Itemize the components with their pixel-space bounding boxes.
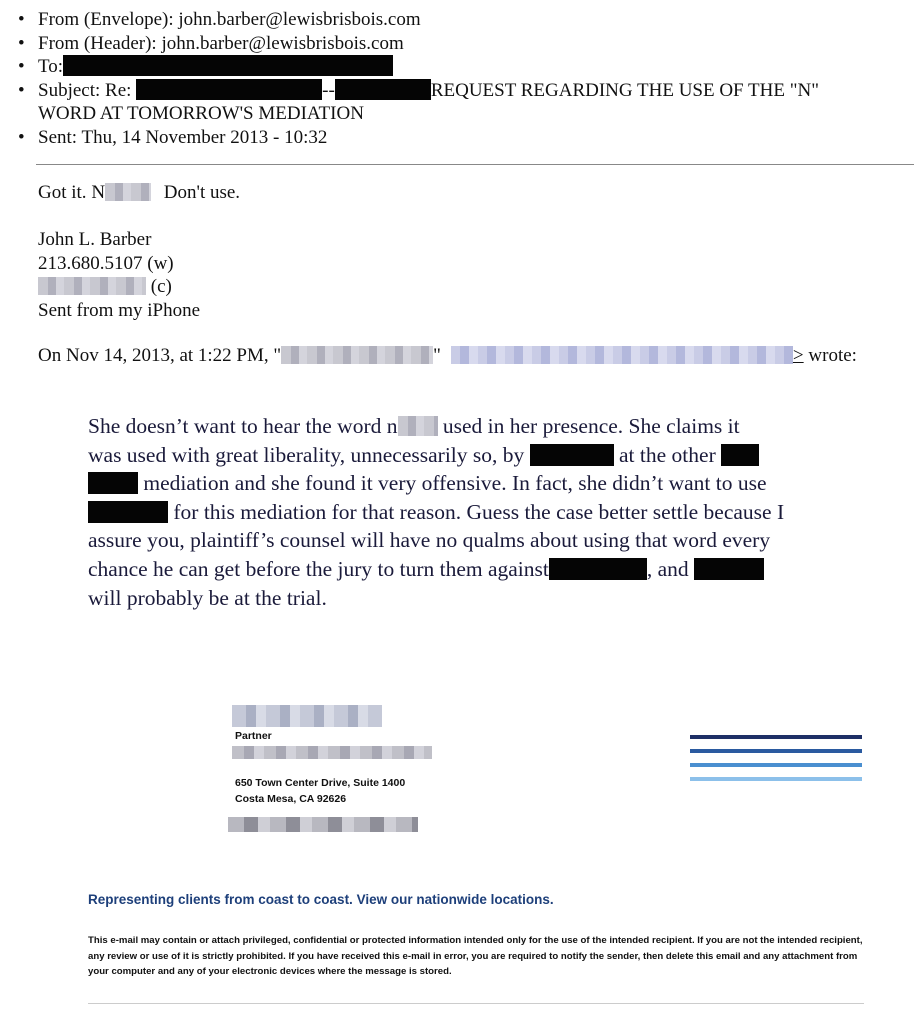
blurred-word <box>105 183 151 201</box>
signature-title: Partner <box>235 730 272 742</box>
quoted-text: mediation and she found it very offensive. In fact, she didn’t want to use <box>143 471 767 496</box>
logo-line <box>690 763 862 767</box>
redacted-name <box>530 444 614 466</box>
redacted-name <box>549 558 647 580</box>
address-line-2: Costa Mesa, CA 92626 <box>235 793 347 805</box>
quoted-text: at the other <box>619 442 716 467</box>
quoted-text: assure you, plaintiff’s counsel will have no qualms about using that word every <box>88 528 771 553</box>
cell-phone-row <box>38 275 200 299</box>
sent-from-iphone: Sent from my iPhone <box>38 299 201 321</box>
confidentiality-disclaimer: This e-mail may contain or attach privileged, confidential or protected information intended only for the use of the intended recipient. If you are not the intended recipient, any review or use of it is strictly prohibited. If you have received this e-mail in error, you are required to notify the sender, then delete this email and any attachment from your computer and any of your electronic devices where the message is stored. <box>88 935 863 977</box>
blurred-word <box>398 416 438 436</box>
logo-line <box>690 777 862 781</box>
quoted-message <box>88 412 878 612</box>
footer-divider <box>88 1003 864 1004</box>
bullet: • <box>18 79 25 101</box>
cell-suffix: (c) <box>150 276 172 297</box>
blurred-sender-name <box>281 346 433 364</box>
quoted-line <box>88 555 878 584</box>
attribution-wrote: wrote: <box>808 345 857 366</box>
subject-text: REQUEST REGARDING THE USE OF THE "N" <box>430 79 819 101</box>
attribution-quote-close: " <box>433 345 441 366</box>
from-envelope-text: From (Envelope): john.barber@lewisbrisbois.com <box>38 9 421 30</box>
from-header-row <box>18 32 898 56</box>
attribution-gt: > <box>792 345 804 366</box>
logo-line <box>690 735 862 739</box>
quoted-text: She doesn’t want to hear the word n <box>88 414 398 438</box>
firm-logo-lines <box>690 735 862 791</box>
bullet: • <box>18 126 25 148</box>
quoted-text: was used with great liberality, unnecessarily so, by <box>88 442 525 467</box>
from-envelope-row <box>18 8 898 32</box>
reply-n-initial: N <box>91 182 106 203</box>
redacted-subject-part1 <box>136 79 322 100</box>
quoted-line <box>88 526 878 555</box>
email-header <box>18 8 898 149</box>
footer-tagline-link[interactable]: Representing clients from coast to coast. View our nationwide locations. <box>88 892 554 907</box>
subject-prefix: Subject: Re: <box>38 79 132 101</box>
bullet: • <box>18 9 25 30</box>
redacted-name <box>88 501 168 523</box>
signature-block <box>38 228 200 322</box>
quoted-line <box>88 412 878 441</box>
blurred-contact-line <box>228 817 418 832</box>
subject-dash: -- <box>322 79 335 101</box>
quoted-text: for this mediation for that reason. Guess the case better settle because I <box>173 499 785 524</box>
sender-name: John L. Barber <box>38 229 152 250</box>
redacted-name <box>721 444 759 466</box>
bullet: • <box>18 32 25 54</box>
redacted-subject-part2 <box>335 79 431 100</box>
blurred-signature-name <box>232 705 382 727</box>
logo-line <box>690 749 862 753</box>
quote-attribution <box>38 344 857 368</box>
quoted-text: will probably be at the trial. <box>88 585 327 610</box>
to-label: To: <box>38 56 64 77</box>
subject-row-2 <box>18 102 898 126</box>
to-row <box>18 55 898 79</box>
sent-text: Sent: Thu, 14 November 2013 - 10:32 <box>38 126 328 148</box>
header-divider <box>36 164 914 165</box>
blurred-sender-email <box>451 346 793 364</box>
reply-got-it: Got it. <box>38 182 87 203</box>
quoted-text: , and <box>646 556 689 581</box>
quoted-line <box>88 584 878 613</box>
subject-text-2: WORD AT TOMORROW'S MEDIATION <box>38 103 364 124</box>
reply-dont-use: Don't use. <box>163 182 241 203</box>
subject-row <box>18 79 898 103</box>
quoted-line <box>88 498 878 527</box>
quoted-text: used in her presence. She claims it <box>442 414 740 438</box>
quoted-line <box>88 469 878 498</box>
signature-address <box>235 775 405 807</box>
address-line-1: 650 Town Center Drive, Suite 1400 <box>235 777 406 789</box>
redacted-recipient <box>63 55 393 76</box>
reply-line <box>38 181 240 205</box>
work-phone: 213.680.5107 (w) <box>38 252 174 274</box>
sent-row <box>18 126 898 150</box>
blurred-cell-number <box>38 277 146 295</box>
bullet: • <box>18 56 25 77</box>
quoted-text: chance he can get before the jury to turn them against <box>88 556 549 581</box>
attribution-prefix: On Nov 14, 2013, at 1:22 PM, " <box>38 345 282 366</box>
blurred-signature-line <box>232 746 432 759</box>
redacted-name <box>694 558 764 580</box>
redacted-name <box>88 472 138 494</box>
from-header-text: From (Header): john.barber@lewisbrisbois.com <box>38 32 404 54</box>
quoted-line <box>88 441 878 470</box>
